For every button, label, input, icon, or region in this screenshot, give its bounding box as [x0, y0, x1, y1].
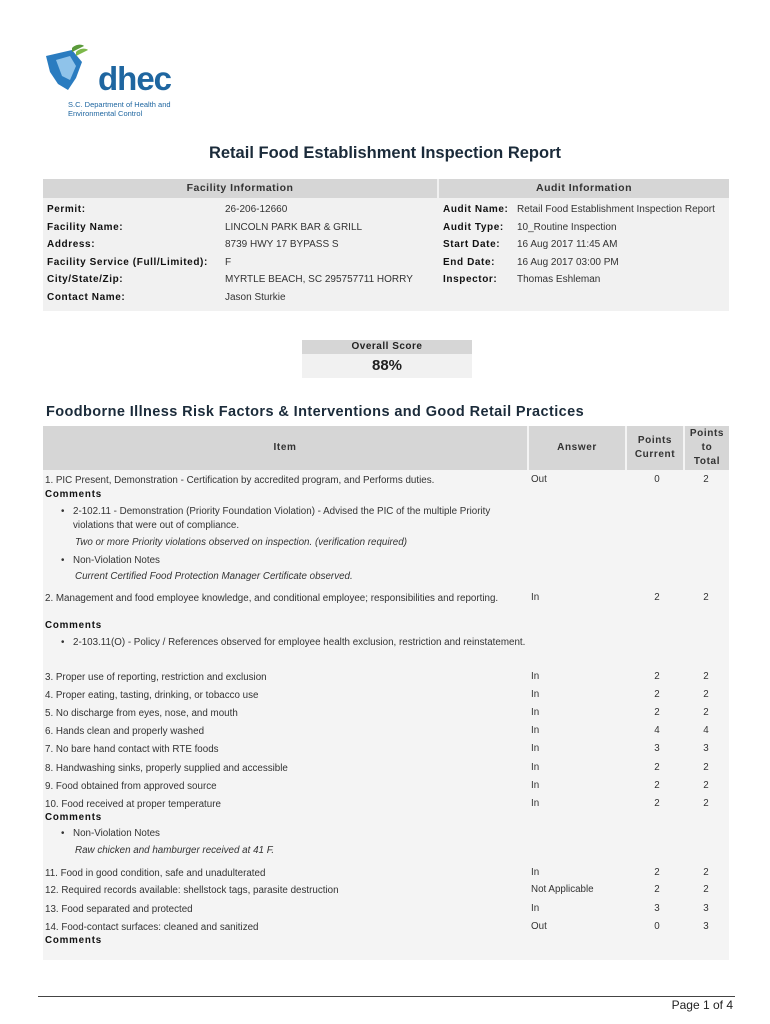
row-7-answer: In [531, 743, 540, 754]
row-2-points-current: 2 [654, 592, 660, 603]
audit-type-label: Audit Type: [443, 221, 504, 233]
row-1-answer: Out [531, 474, 547, 485]
row-1-comments-label: Comments [45, 489, 103, 500]
end-date-value: 16 Aug 2017 03:00 PM [517, 256, 619, 268]
row-2-item: 2. Management and food employee knowledge, and conditional employee; responsibilities and reporting. [45, 593, 499, 604]
overall-score-value: 88% [302, 354, 472, 378]
info-panel [43, 179, 729, 311]
contact-value: Jason Sturkie [225, 291, 286, 303]
row-7-item: 7. No bare hand contact with RTE foods [45, 744, 219, 755]
col-points-current-line1: Points [637, 435, 673, 446]
col-points-total-header [685, 426, 729, 470]
logo-wordmark: dhec [98, 60, 172, 97]
row-6-item: 6. Hands clean and properly washed [45, 726, 205, 737]
facility-info-heading: Facility Information [43, 179, 437, 198]
facility-service-label: Facility Service (Full/Limited): [47, 256, 208, 268]
col-answer-header: Answer [529, 426, 625, 470]
row-8-answer: In [531, 762, 540, 773]
logo-subtitle-line2: Environmental Control [68, 109, 143, 118]
row-3-answer: In [531, 671, 540, 682]
row-10-answer: In [531, 798, 540, 809]
row-7-points-total: 3 [703, 743, 709, 754]
section-title: Foodborne Illness Risk Factors & Interventions and Good Retail Practices [46, 404, 585, 420]
row-6-points-current: 4 [654, 725, 660, 736]
row-8-item: 8. Handwashing sinks, properly supplied and accessible [45, 763, 288, 774]
row-1-comment-bullet-1: • 2-102.11 - Demonstration (Priority Foundation Violation) - Advised the PIC of the multiple Priority violations that were out of compliance. [61, 505, 531, 533]
footer-divider [38, 996, 735, 997]
city-value: MYRTLE BEACH, SC 295757711 HORRY [225, 274, 413, 285]
row-11-points-total: 2 [703, 867, 709, 878]
row-14-points-current: 0 [654, 921, 660, 932]
inspector-label: Inspector: [443, 274, 498, 285]
row-4-points-current: 2 [654, 689, 660, 700]
row-10-comment-bullet-1-text: Non-Violation Notes [73, 828, 160, 839]
address-label: Address: [47, 239, 96, 250]
state-map-icon [42, 44, 102, 94]
row-5-points-current: 2 [654, 707, 660, 718]
row-10-comment-bullet-1: • Non-Violation Notes [61, 827, 531, 841]
row-5-item: 5. No discharge from eyes, nose, and mouth [45, 708, 238, 719]
row-1-points-total: 2 [703, 474, 709, 485]
row-9-points-total: 2 [703, 780, 709, 791]
row-12-points-current: 2 [654, 884, 660, 895]
inspector-value: Thomas Eshleman [517, 274, 601, 285]
row-14-comments-label: Comments [45, 935, 103, 946]
row-6-answer: In [531, 725, 540, 736]
inspection-table [43, 426, 729, 960]
row-8-points-current: 2 [654, 762, 660, 773]
col-points-current-line2: Current [634, 449, 676, 460]
row-13-answer: In [531, 903, 540, 914]
row-1-item: 1. PIC Present, Demonstration - Certification by accredited program, and Performs duties. [45, 475, 435, 486]
row-1-comment-bullet-2-text: Non-Violation Notes [73, 555, 160, 566]
facility-name-label: Facility Name: [47, 221, 124, 233]
row-2-points-total: 2 [703, 592, 709, 603]
logo-subtitle-line1: S.C. Department of Health and [68, 100, 171, 109]
row-10-points-current: 2 [654, 798, 660, 809]
row-1-comment-bullet-1-text: 2-102.11 - Demonstration (Priority Foundation Violation) - Advised the PIC of the multiple Priority violations that were out of compliance. [73, 506, 491, 531]
row-10-item: 10. Food received at proper temperature [45, 799, 221, 810]
end-date-label: End Date: [443, 256, 496, 268]
report-title: Retail Food Establishment Inspection Report [208, 144, 562, 162]
start-date-label: Start Date: [443, 239, 501, 250]
contact-label: Contact Name: [47, 291, 126, 303]
audit-info-heading: Audit Information [439, 179, 729, 198]
row-2-comment-bullet-1: • 2-103.11(O) - Policy / References observed for employee health exclusion, restriction and reinstatement. [61, 636, 531, 650]
dhec-logo [42, 44, 192, 124]
page-number: Page 1 of 4 [671, 998, 733, 1012]
overall-score-label: Overall Score [302, 340, 472, 354]
col-points-total-line1: Points [689, 428, 725, 439]
row-1-points-current: 0 [654, 474, 660, 485]
row-9-points-current: 2 [654, 780, 660, 791]
row-10-points-total: 2 [703, 798, 709, 809]
row-3-points-total: 2 [703, 671, 709, 682]
permit-value: 26-206-12660 [225, 204, 288, 215]
start-date-value: 16 Aug 2017 11:45 AM [517, 239, 618, 250]
row-11-item: 11. Food in good condition, safe and unadulterated [45, 868, 266, 879]
row-9-item: 9. Food obtained from approved source [45, 781, 217, 792]
row-12-item: 12. Required records available: shellstock tags, parasite destruction [45, 885, 339, 896]
col-points-current-header [627, 426, 683, 470]
row-12-answer: Not Applicable [531, 884, 594, 895]
row-2-comment-bullet-1-text: 2-103.11(O) - Policy / References observed for employee health exclusion, restriction and reinstatement. [73, 637, 526, 648]
audit-name-value: Retail Food Establishment Inspection Report [517, 204, 715, 215]
row-1-comment-note-2: Current Certified Food Protection Manager Certificate observed. [75, 571, 353, 582]
permit-label: Permit: [47, 204, 86, 215]
row-12-points-total: 2 [703, 884, 709, 895]
row-13-points-total: 3 [703, 903, 709, 914]
row-13-item: 13. Food separated and protected [45, 904, 193, 915]
row-3-points-current: 2 [654, 671, 660, 682]
row-7-points-current: 3 [654, 743, 660, 754]
row-14-answer: Out [531, 921, 547, 932]
col-item-header: Item [43, 426, 527, 470]
row-11-answer: In [531, 867, 540, 878]
facility-service-value: F [225, 256, 232, 268]
row-4-answer: In [531, 689, 540, 700]
city-label: City/State/Zip: [47, 274, 124, 285]
row-2-answer: In [531, 592, 540, 603]
row-3-item: 3. Proper use of reporting, restriction and exclusion [45, 672, 267, 683]
facility-name-value: LINCOLN PARK BAR & GRILL [225, 221, 363, 233]
row-14-item: 14. Food-contact surfaces: cleaned and sanitized [45, 922, 259, 933]
col-points-total-line3: Total [693, 456, 721, 467]
audit-type-value: 10_Routine Inspection [517, 221, 617, 233]
row-6-points-total: 4 [703, 725, 709, 736]
logo-subtitle [68, 100, 208, 118]
row-14-points-total: 3 [703, 921, 709, 932]
row-13-points-current: 3 [654, 903, 660, 914]
audit-name-label: Audit Name: [443, 204, 509, 215]
overall-score-box [302, 340, 472, 378]
row-1-comment-bullet-2: • Non-Violation Notes [61, 554, 531, 568]
row-8-points-total: 2 [703, 762, 709, 773]
row-5-answer: In [531, 707, 540, 718]
row-1-comment-note-1: Two or more Priority violations observed on inspection. (verification required) [75, 537, 407, 548]
row-10-comments-label: Comments [45, 812, 103, 823]
row-11-points-current: 2 [654, 867, 660, 878]
row-2-comments-label: Comments [45, 620, 103, 631]
row-5-points-total: 2 [703, 707, 709, 718]
row-9-answer: In [531, 780, 540, 791]
col-points-total-line2: to [701, 442, 713, 453]
row-4-points-total: 2 [703, 689, 709, 700]
row-4-item: 4. Proper eating, tasting, drinking, or tobacco use [45, 690, 259, 701]
row-10-comment-note-1: Raw chicken and hamburger received at 41 F. [75, 845, 275, 856]
address-value: 8739 HWY 17 BYPASS S [225, 239, 339, 250]
